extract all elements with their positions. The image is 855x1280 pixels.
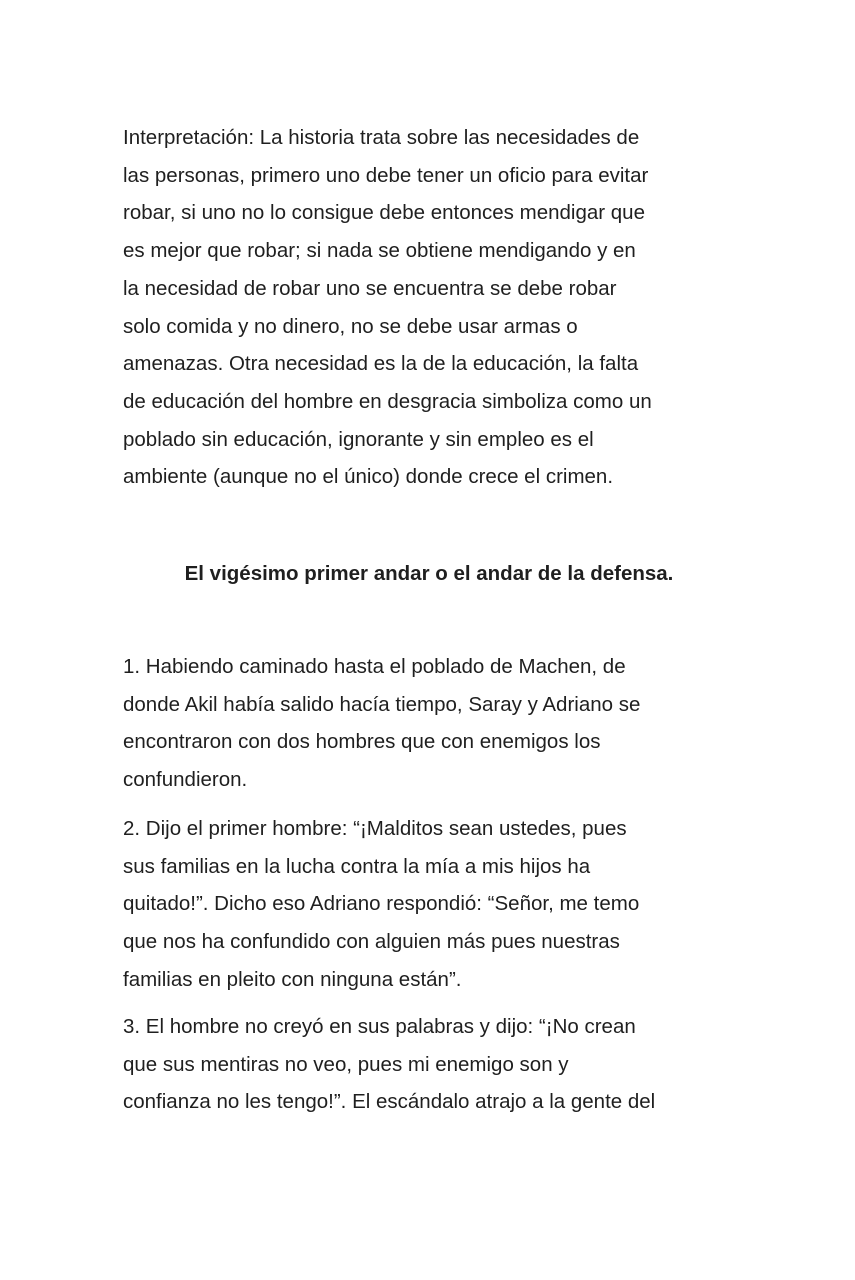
interpretation-paragraph (123, 119, 735, 496)
paragraph-line: robar, si uno no lo consigue debe entonces mendigar que (123, 201, 645, 225)
paragraph-line: donde Akil había salido hacía tiempo, Saray y Adriano se (123, 692, 641, 716)
paragraph-line: solo comida y no dinero, no se debe usar armas o (123, 314, 578, 338)
verse-1-paragraph (123, 648, 735, 799)
paragraph-line: que nos ha confundido con alguien más pues nuestras (123, 930, 620, 954)
paragraph-line: confundieron. (123, 768, 248, 792)
paragraph-line: de educación del hombre en desgracia simboliza como un (123, 389, 652, 413)
paragraph-line: ambiente (aunque no el único) donde crece el crimen. (123, 465, 614, 489)
paragraph-line: poblado sin educación, ignorante y sin empleo es el (123, 427, 594, 451)
paragraph-line: encontraron con dos hombres que con enemigos los (123, 730, 601, 754)
paragraph-line: que sus mentiras no veo, pues mi enemigo son y (123, 1052, 569, 1076)
verse-3-paragraph (123, 1008, 735, 1121)
paragraph-line: sus familias en la lucha contra la mía a mis hijos ha (123, 854, 591, 878)
paragraph-line: Interpretación: La historia trata sobre las necesidades de (123, 126, 640, 149)
paragraph-line: familias en pleito con ninguna están”. (123, 967, 462, 991)
paragraph-line: 1. Habiendo caminado hasta el poblado de Machen, de (123, 655, 626, 678)
paragraph-line: quitado!”. Dicho eso Adriano respondió: “Señor, me temo (123, 892, 640, 916)
paragraph-line: 2. Dijo el primer hombre: “¡Malditos sean ustedes, pues (123, 817, 627, 840)
paragraph-line: 3. El hombre no creyó en sus palabras y dijo: “¡No crean (123, 1015, 636, 1038)
paragraph-line: es mejor que robar; si nada se obtiene mendigando y en (123, 239, 636, 263)
verse-2-paragraph (123, 810, 735, 999)
paragraph-line: la necesidad de robar uno se encuentra se debe robar (123, 276, 617, 300)
paragraph-line: amenazas. Otra necesidad es la de la educación, la falta (123, 352, 639, 376)
section-heading: El vigésimo primer andar o el andar de la defensa. (184, 562, 674, 585)
paragraph-line: las personas, primero uno debe tener un oficio para evitar (123, 163, 649, 187)
paragraph-line: confianza no les tengo!”. El escándalo atrajo a la gente del (123, 1090, 656, 1114)
